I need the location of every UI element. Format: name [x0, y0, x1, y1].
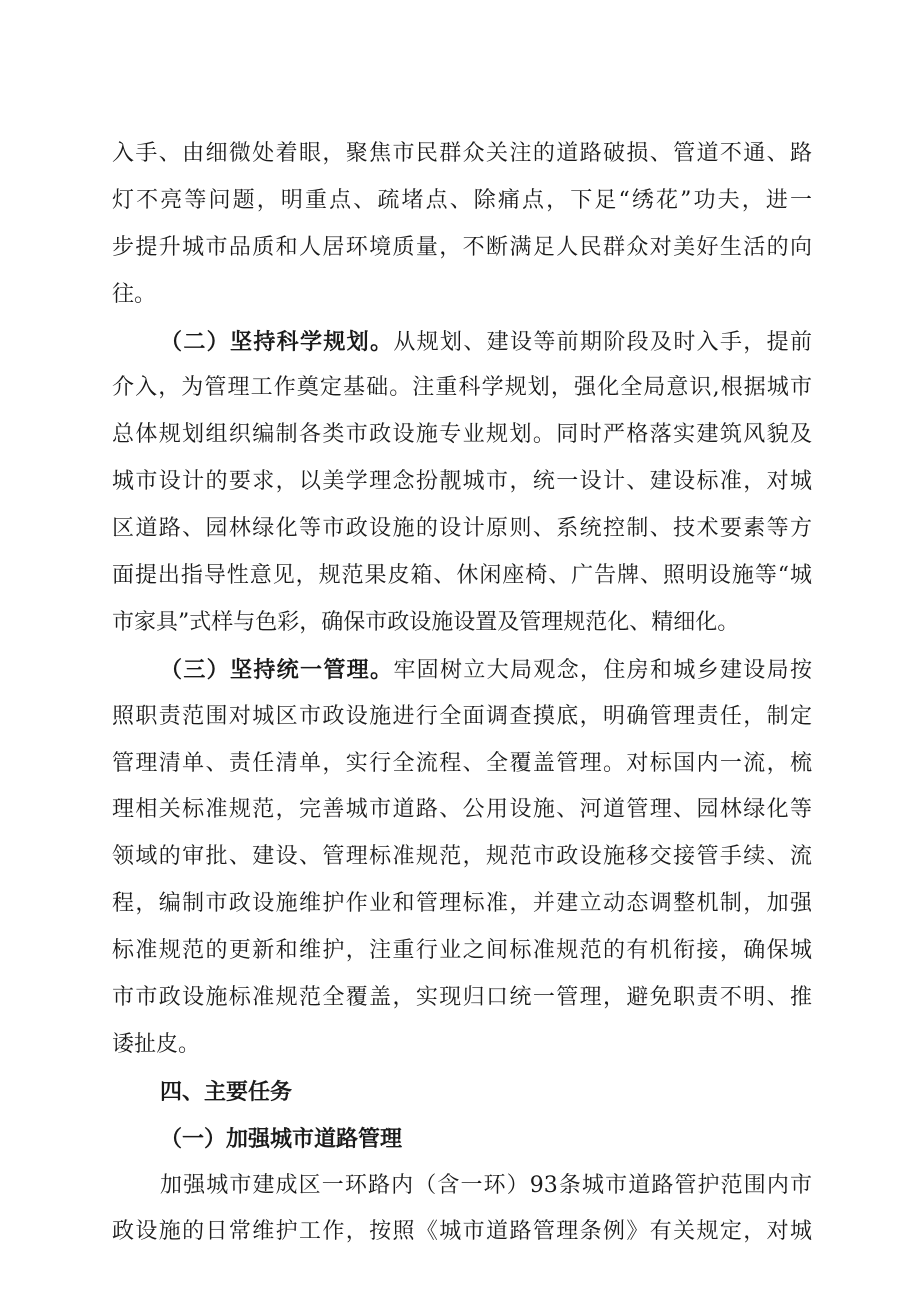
paragraph-line: 面提出指导性意见，规范果皮箱、休闲座椅、广告牌、照明设施等“城 — [112, 563, 812, 589]
section-heading: （三）坚持统一管理。 — [160, 656, 394, 683]
paragraph-line: 介入，为管理工作奠定基础。注重科学规划，强化全局意识,根据城市 — [112, 375, 812, 401]
paragraph-text: 牢固树立大局观念，住房和城乡建设局按 — [393, 657, 812, 683]
paragraph-line: 标准规范的更新和维护，注重行业之间标准规范的有机衔接，确保城 — [112, 938, 812, 964]
paragraph-line: 步提升城市品质和人居环境质量，不断满足人民群众对美好生活的向 — [112, 234, 812, 260]
paragraph-line: 入手、由细微处着眼，聚焦市民群众关注的道路破损、管道不通、路 — [112, 141, 812, 166]
paragraph-line: 照职责范围对城区市政设施进行全面调查摸底，明确管理责任，制定 — [112, 703, 812, 729]
chapter-heading: 四、主要任务 — [160, 1078, 293, 1105]
paragraph-line: 领域的审批、建设、管理标准规范，规范市政设施移交接管手续、流 — [112, 844, 812, 870]
paragraph-line: 灯不亮等问题，明重点、疏堵点、除痛点，下足“绣花”功夫，进一 — [112, 187, 812, 213]
paragraph-line: 市市政设施标准规范全覆盖，实现归口统一管理，避免职责不明、推 — [112, 985, 812, 1011]
paragraph-line: 往。 — [112, 281, 157, 307]
paragraph-line: 区道路、园林绿化等市政设施的设计原则、系统控制、技术要素等方 — [112, 516, 812, 542]
paragraph-line: 管理清单、责任清单，实行全流程、全覆盖管理。对标国内一流，梳 — [112, 750, 812, 776]
paragraph-line — [112, 319, 812, 366]
paragraph-text: 从规划、建设等前期阶段及时入手，提前 — [393, 329, 812, 355]
section-heading: （二）坚持科学规划。 — [160, 328, 394, 355]
paragraph-line: 总体规划组织编制各类市政设施专业规划。同时严格落实建筑风貌及 — [112, 422, 812, 448]
paragraph-line: 程，编制市政设施维护作业和管理标准，并建立动态调整机制，加强 — [112, 891, 812, 917]
paragraph-line: 政设施的日常维护工作，按照《城市道路管理条例》有关规定，对城 — [112, 1219, 812, 1245]
paragraph-line: 城市设计的要求，以美学理念扮靓城市，统一设计、建设标准，对城 — [112, 469, 812, 495]
paragraph-line: 诿扯皮。 — [112, 1031, 201, 1057]
section-heading: （一）加强城市道路管理 — [160, 1125, 403, 1152]
document-body — [112, 131, 812, 1256]
paragraph-line: 理相关标准规范，完善城市道路、公用设施、河道管理、园林绿化等 — [112, 797, 812, 823]
paragraph-line: 市家具”式样与色彩，确保市政设施设置及管理规范化、精细化。 — [112, 609, 740, 635]
paragraph-line — [112, 647, 812, 694]
paragraph-line: 加强城市建成区一环路内（含一环）93条城市道路管护范围内市 — [160, 1172, 812, 1198]
